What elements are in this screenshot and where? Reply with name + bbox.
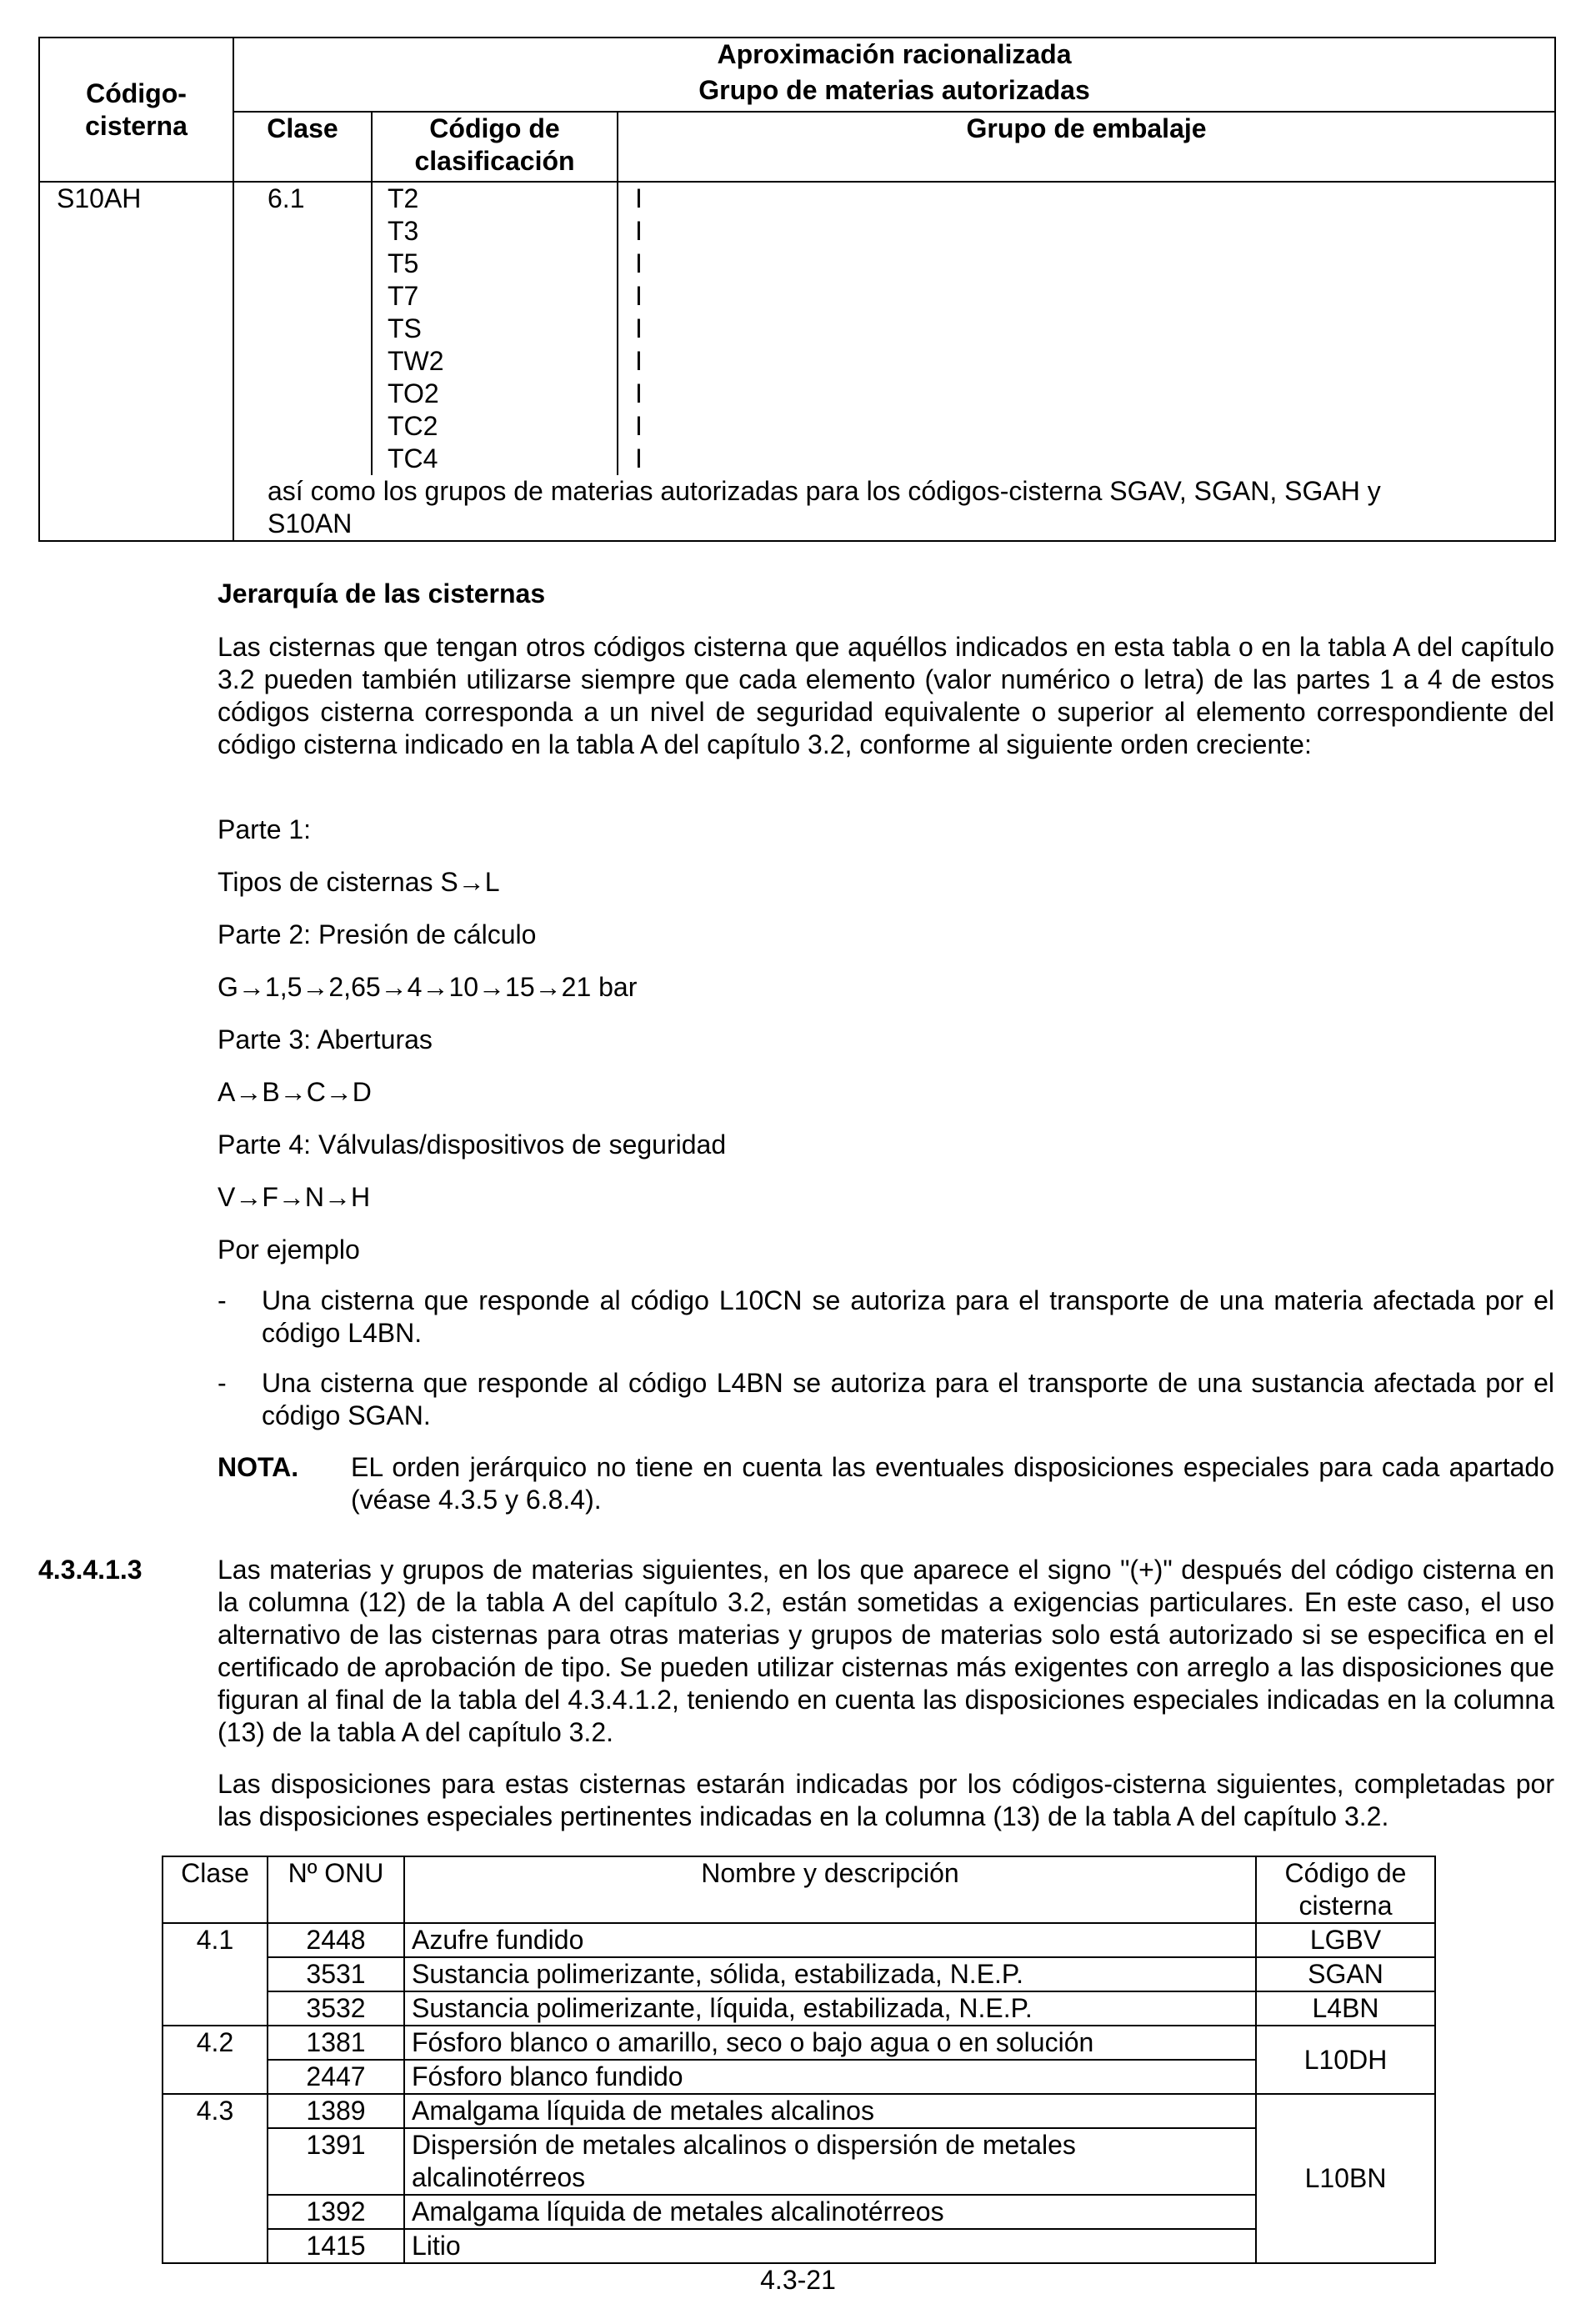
- cell-nombre: Litio: [404, 2229, 1256, 2263]
- row-codigo-cisterna: S10AH: [39, 182, 233, 541]
- cell-codigo: SGAN: [1256, 1957, 1435, 1991]
- hierarchy-intro: Las cisternas que tengan otros códigos cisterna que aquéllos indicados en esta tabla o en la tabla A del capítulo 3.2 pueden también utilizarse siempre que cada elemento (valor numérico o letra) de las partes 1 a 4 de estos códigos cisterna corresponda a un nivel de seguridad equivalente o superior al elemento correspondiente del código cisterna indicado en la tabla A del capítulo 3.2, conforme al siguiente orden creciente:: [218, 632, 1554, 759]
- cell-nombre: Amalgama líquida de metales alcalinos: [404, 2094, 1256, 2128]
- packing-group: I: [635, 411, 643, 441]
- table-row: [163, 1991, 1435, 2026]
- bullet-dash: -: [218, 1285, 227, 1315]
- table-row: [163, 2229, 1435, 2263]
- cell-onu: 1392: [268, 2195, 404, 2229]
- header-grupo-embalaje: Grupo de embalaje: [618, 112, 1555, 182]
- section-paragraph-2: Las disposiciones para estas cisternas estarán indicadas por los códigos-cisterna siguientes, completadas por las disposiciones especiales pertinentes indicadas en la columna (13) de la tabla A del capítulo 3.2.: [218, 1769, 1554, 1831]
- t2-header-onu: Nº ONU: [268, 1856, 404, 1923]
- packing-group: I: [635, 216, 643, 246]
- classification-code: T3: [388, 216, 419, 246]
- header-approx: Aproximación racionalizada: [233, 38, 1555, 74]
- section-paragraph-1: Las materias y grupos de materias siguientes, en los que aparece el signo "(+)" después del código cisterna en la columna (12) de la tabla A del capítulo 3.2, están sometidas a exigencias particulares. En este caso, el uso alternativo de las cisternas para otras materias y grupos de materias solo está autorizado si se especifica en el certificado de aprobación de tipo. Se pueden utilizar cisternas más exigentes con arreglo a las disposiciones que figuran al final de la tabla del 4.3.4.1.2, teniendo en cuenta las disposiciones especiales indicadas en la columna (13) de la tabla A del capítulo 3.2.: [218, 1555, 1554, 1747]
- cell-codigo: LGBV: [1256, 1923, 1435, 1957]
- table-row: [163, 2128, 1435, 2195]
- cell-nombre: Sustancia polimerizante, líquida, estabilizada, N.E.P.: [404, 1991, 1256, 2026]
- cell-codigo: L4BN: [1256, 1991, 1435, 2026]
- page-number: 4.3-21: [760, 2265, 836, 2295]
- bullet-dash: -: [218, 1368, 227, 1398]
- part2-label: Parte 2: Presión de cálculo: [218, 919, 537, 949]
- cell-codigo: L10BN: [1256, 2094, 1435, 2263]
- header-codigo-clasificacion: Código de clasificación: [372, 112, 618, 182]
- cell-clase: 4.1: [163, 1923, 268, 2026]
- table-row: [163, 2195, 1435, 2229]
- hierarchy-title: Jerarquía de las cisternas: [218, 578, 546, 609]
- classification-code: TW2: [388, 346, 444, 376]
- packing-group: I: [635, 281, 643, 311]
- row-classification-codes: [372, 182, 618, 475]
- cell-clase: 4.2: [163, 2026, 268, 2094]
- cell-onu: 1381: [268, 2026, 404, 2060]
- classification-code: TS: [388, 313, 422, 343]
- packing-group: I: [635, 248, 643, 278]
- cell-onu: 1391: [268, 2128, 404, 2195]
- classification-code: TC2: [388, 411, 438, 441]
- t2-header-nombre: Nombre y descripción: [404, 1856, 1256, 1923]
- classification-code: TC4: [388, 443, 438, 473]
- part4-value: V→F→N→H: [218, 1182, 371, 1212]
- cell-clase: 4.3: [163, 2094, 268, 2263]
- cell-nombre: Amalgama líquida de metales alcalinotérreos: [404, 2195, 1256, 2229]
- cell-onu: 2448: [268, 1923, 404, 1957]
- cell-nombre: Fósforo blanco fundido: [404, 2060, 1256, 2094]
- part3-value: A→B→C→D: [218, 1077, 372, 1107]
- table-row: [163, 1957, 1435, 1991]
- cell-onu: 3532: [268, 1991, 404, 2026]
- tank-code-table: [38, 37, 1556, 542]
- packing-group: I: [635, 346, 643, 376]
- example-bullet-2: Una cisterna que responde al código L4BN se autoriza para el transporte de una sustancia afectada por el código SGAN.: [262, 1368, 1554, 1430]
- packing-group: I: [635, 443, 643, 473]
- cell-onu: 2447: [268, 2060, 404, 2094]
- part1-label: Parte 1:: [218, 814, 312, 844]
- t2-header-clase: Clase: [163, 1856, 268, 1923]
- packing-group: I: [635, 378, 643, 408]
- classification-code: T7: [388, 281, 419, 311]
- table-row: [163, 2094, 1435, 2128]
- cell-onu: 1415: [268, 2229, 404, 2263]
- header-group: Grupo de materias autorizadas: [233, 74, 1555, 112]
- classification-code: TO2: [388, 378, 439, 408]
- nota-text: EL orden jerárquico no tiene en cuenta las eventuales disposiciones especiales para cada apartado (véase 4.3.5 y 6.8.4).: [351, 1452, 1554, 1515]
- part2-value: G→1,5→2,65→4→10→15→21 bar: [218, 972, 638, 1002]
- row-packing-groups: [618, 182, 1555, 475]
- classification-code: T5: [388, 248, 419, 278]
- cell-onu: 3531: [268, 1957, 404, 1991]
- cell-nombre: Fósforo blanco o amarillo, seco o bajo agua o en solución: [404, 2026, 1256, 2060]
- part3-label: Parte 3: Aberturas: [218, 1024, 433, 1054]
- t2-header-codigo: Código de cisterna: [1256, 1856, 1435, 1923]
- packing-group: I: [635, 183, 643, 213]
- cell-nombre: Dispersión de metales alcalinos o dispersión de metales alcalinotérreos: [404, 2128, 1256, 2195]
- header-clase: Clase: [233, 112, 372, 182]
- part4-label: Parte 4: Válvulas/dispositivos de seguridad: [218, 1129, 727, 1160]
- special-tank-table: [162, 1856, 1436, 2264]
- cell-nombre: Azufre fundido: [404, 1923, 1256, 1957]
- table-row: [163, 2060, 1435, 2094]
- cell-onu: 1389: [268, 2094, 404, 2128]
- table-row: [163, 1923, 1435, 1957]
- packing-group: I: [635, 313, 643, 343]
- nota-label: NOTA.: [218, 1452, 299, 1482]
- example-bullet-1: Una cisterna que responde al código L10CN se autoriza para el transporte de una materia afectada por el código L4BN.: [262, 1285, 1554, 1348]
- classification-code: T2: [388, 183, 419, 213]
- cell-codigo: L10DH: [1256, 2026, 1435, 2094]
- table-row: [163, 2026, 1435, 2060]
- header-codigo-cisterna: Código- cisterna: [39, 38, 233, 182]
- cell-nombre: Sustancia polimerizante, sólida, estabilizada, N.E.P.: [404, 1957, 1256, 1991]
- row-clase: 6.1: [233, 182, 372, 475]
- section-number: 4.3.4.1.3: [38, 1555, 143, 1585]
- part1-value: Tipos de cisternas S→L: [218, 867, 500, 897]
- row-note: así como los grupos de materias autorizadas para los códigos-cisterna SGAV, SGAN, SGAH y S10AN: [233, 475, 1555, 541]
- example-label: Por ejemplo: [218, 1235, 360, 1265]
